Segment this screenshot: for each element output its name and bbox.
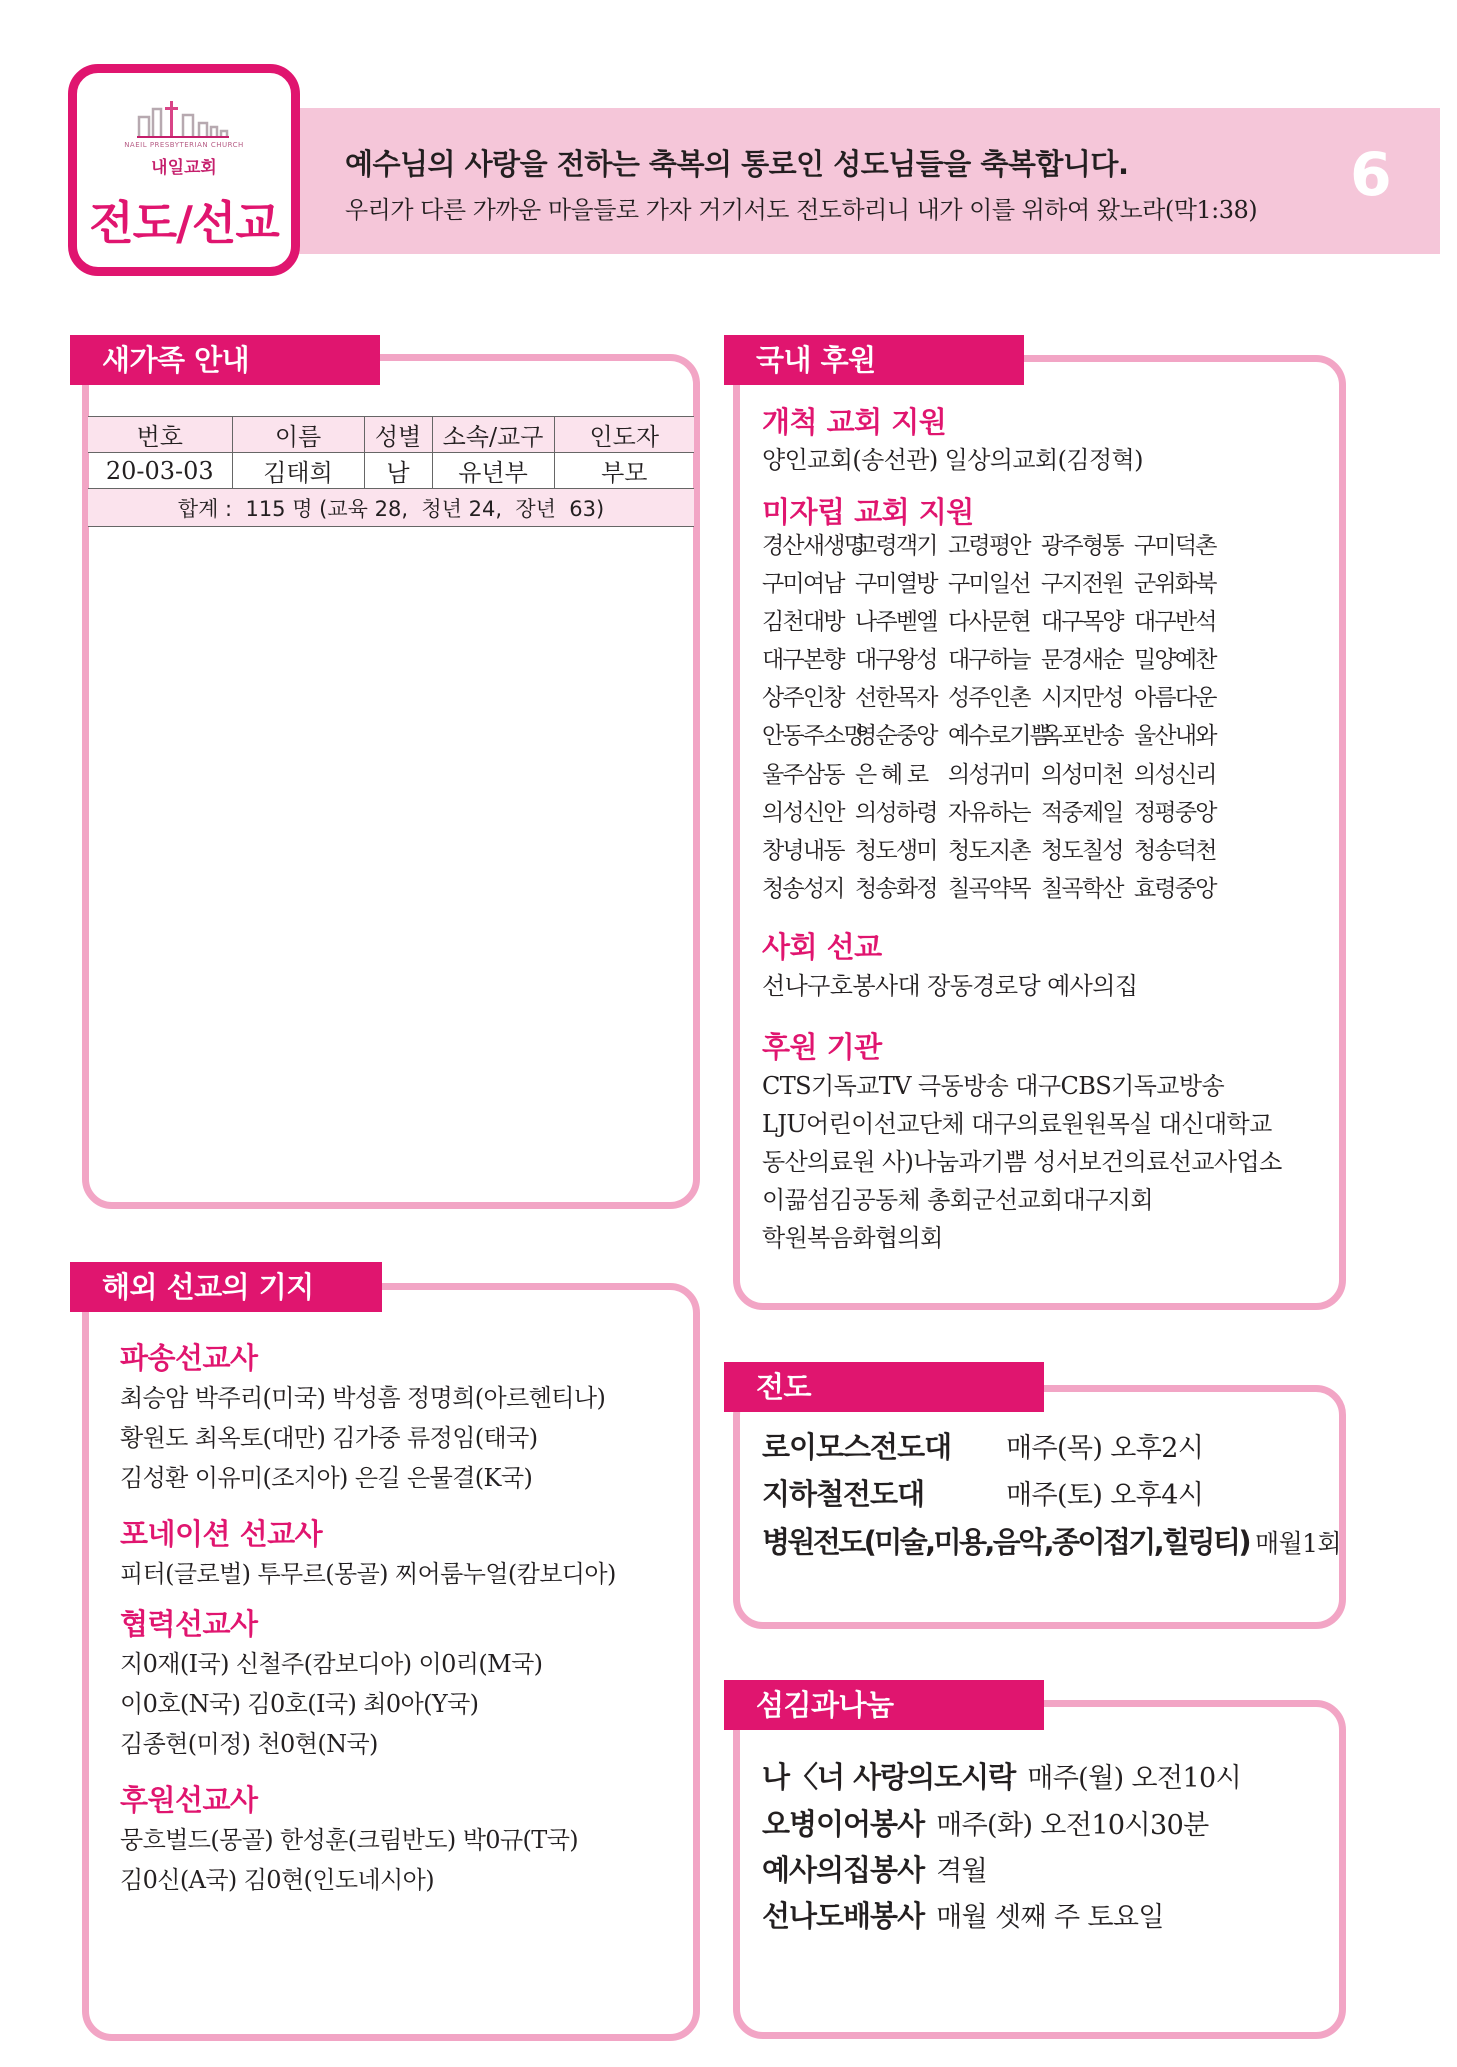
overseas-tab: 해외 선교의 기지: [70, 1262, 382, 1312]
section-title: 전도/선교: [89, 196, 279, 250]
church-name: 성주인촌: [948, 685, 1030, 712]
evangelism-item: [762, 1472, 1203, 1513]
cell-name: 김태희: [232, 453, 364, 489]
service-name: 오병이어봉사: [762, 1807, 925, 1841]
support-orgs-line: 이끎섬김공동체 총회군선교회대구지회: [762, 1186, 1153, 1214]
church-row: [762, 870, 1322, 908]
evangelism-name: 지하철전도대: [762, 1477, 925, 1511]
church-name: 효령중앙: [1134, 875, 1216, 902]
domestic-support-tab: 국내 후원: [724, 335, 1024, 385]
header-verse: 우리가 다른 가까운 마을들로 가자 거기서도 전도하리니 내가 이를 위하여 왔노라(막1:38): [345, 196, 1258, 224]
church-name: 청송성지: [762, 875, 844, 902]
church-row: [762, 641, 1322, 679]
partner-missionaries-line: 지0재(I국) 신철주(캄보디아) 이0리(M국): [120, 1650, 543, 1678]
evangelism-time: 매주(토) 오후4시: [1006, 1480, 1204, 1511]
church-name: 청송덕천: [1134, 837, 1216, 864]
table-row: [88, 453, 694, 489]
service-time: 매월 셋째 주 토요일: [936, 1902, 1164, 1933]
evangelism-name: 로이모스전도대: [762, 1430, 952, 1464]
church-name: 적중제일: [1041, 799, 1123, 826]
church-name: 고령평안: [948, 533, 1030, 559]
service-time: 매주(월) 오전10시: [1027, 1763, 1242, 1794]
logo-name: 내일교회: [151, 158, 217, 178]
evangelism-item: [762, 1520, 1341, 1561]
service-item: [762, 1802, 1209, 1843]
church-name: 대구본향: [762, 647, 844, 674]
column-header: 성별: [364, 417, 432, 453]
church-row: [762, 794, 1322, 832]
support-orgs-heading: 후원 기관: [762, 1030, 882, 1064]
evangelism-time: 매월1회: [1255, 1529, 1341, 1558]
partner-missionaries-line: 이0호(N국) 김0호(I국) 최0아(Y국): [120, 1690, 479, 1718]
service-tab: 섬김과나눔: [724, 1680, 1044, 1730]
cell-gender: 남: [364, 453, 432, 489]
church-row: [762, 527, 1322, 565]
fornation-missionaries-heading: 포네이션 선교사: [120, 1517, 323, 1551]
cell-number: 20-03-03: [88, 453, 232, 489]
cell-department: 유년부: [432, 453, 554, 489]
church-row: [762, 756, 1322, 794]
church-name: 의성귀미: [948, 761, 1030, 788]
new-family-table: [88, 416, 694, 527]
church-name: 군위화북: [1134, 571, 1216, 598]
church-row: [762, 603, 1322, 641]
column-header: 번호: [88, 417, 232, 453]
church-name: 김천대방: [762, 609, 844, 636]
church-name: 구미여남: [762, 571, 844, 598]
church-name: 선한목자: [855, 685, 937, 712]
column-header: 인도자: [554, 417, 694, 453]
church-name: 구미덕촌: [1134, 533, 1216, 559]
church-name: 대구하늘: [948, 647, 1030, 674]
supported-missionaries-heading: 후원선교사: [120, 1783, 258, 1817]
cell-guide: 부모: [554, 453, 694, 489]
church-name: 다사문현: [948, 609, 1030, 636]
church-row: [762, 717, 1322, 755]
pioneer-church-heading: 개척 교회 지원: [762, 405, 947, 439]
church-name: 칠곡약목: [948, 875, 1030, 902]
church-row: [762, 565, 1322, 603]
church-name: 안동주소망: [762, 723, 865, 750]
church-name: 시지만성: [1041, 685, 1123, 712]
church-name: 옥포반송: [1041, 723, 1123, 750]
church-name: 대구목양: [1041, 609, 1123, 636]
total-row: [88, 489, 694, 527]
service-time: 매주(화) 오전10시30분: [936, 1810, 1209, 1841]
evangelism-time: 매주(목) 오후2시: [1006, 1433, 1204, 1464]
church-name: 구미열방: [855, 571, 937, 598]
church-name: 창녕내동: [762, 837, 844, 864]
church-name: 나주벧엘: [855, 609, 937, 636]
header-blessing: 예수님의 사랑을 전하는 축복의 통로인 성도님들을 축복합니다.: [345, 147, 1129, 181]
support-orgs-line: 학원복음화협의회: [762, 1224, 943, 1252]
church-name: 의성신안: [762, 799, 844, 826]
sent-missionaries-line: 김성환 이유미(조지아) 은길 은물결(K국): [120, 1464, 533, 1492]
fornation-missionaries-line: 피터(글로벌) 투무르(몽골) 찌어룸누얼(캄보디아): [120, 1560, 616, 1588]
church-name: 정평중앙: [1134, 799, 1216, 826]
church-name: 칠곡학산: [1041, 875, 1123, 902]
evangelism-tab: 전도: [724, 1362, 1044, 1412]
partner-missionaries-heading: 협력선교사: [120, 1607, 258, 1641]
church-name: 고령객기: [855, 533, 937, 559]
church-name: 문경새순: [1041, 647, 1123, 674]
logo-subtitle: NAEIL PRESBYTERIAN CHURCH: [124, 141, 244, 149]
church-name: 영순중앙: [855, 723, 937, 750]
church-grid: [762, 527, 1322, 908]
church-name: 청도생미: [855, 837, 937, 864]
new-family-tab: 새가족 안내: [70, 335, 380, 385]
service-name: 예사의집봉사: [762, 1853, 925, 1887]
service-item: [762, 1755, 1241, 1796]
church-name: 구미일선: [948, 571, 1030, 598]
social-mission-heading: 사회 선교: [762, 930, 882, 964]
church-name: 은 혜 로: [855, 761, 928, 788]
sent-missionaries-line: 황원도 최옥토(대만) 김가중 류정임(태국): [120, 1424, 538, 1452]
social-mission-text: 선나구호봉사대 장동경로당 예사의집: [762, 972, 1138, 1000]
evangelism-item: [762, 1425, 1203, 1466]
church-name: 대구반석: [1134, 609, 1216, 636]
church-name: 상주인창: [762, 685, 844, 712]
total-text: 합계 : 115 명 (교육 28, 청년 24, 장년 63): [88, 489, 694, 527]
partner-missionaries-line: 김종현(미정) 천0현(N국): [120, 1730, 378, 1758]
support-orgs-line: 동산의료원 사)나눔과기쁨 성서보건의료선교사업소: [762, 1148, 1282, 1176]
church-name: 청도칠성: [1041, 837, 1123, 864]
sent-missionaries-heading: 파송선교사: [120, 1341, 258, 1375]
church-name: 의성하령: [855, 799, 937, 826]
church-name: 울산내와: [1134, 723, 1216, 750]
church-name: 경산새생명: [762, 533, 865, 559]
service-item: [762, 1848, 987, 1889]
pioneer-church-text: 양인교회(송선관) 일상의교회(김정혁): [762, 446, 1143, 474]
church-name: 의성미천: [1041, 761, 1123, 788]
church-name: 자유하는: [948, 799, 1030, 826]
church-name: 예수로기쁨: [948, 723, 1051, 750]
church-name: 광주형통: [1041, 533, 1123, 559]
service-item: [762, 1894, 1164, 1935]
church-name: 울주삼동: [762, 761, 844, 788]
service-name: 선나도배봉사: [762, 1899, 925, 1933]
page-number: 6: [1350, 140, 1392, 210]
logo-badge: [68, 64, 300, 276]
church-row: [762, 832, 1322, 870]
table-header-row: [88, 417, 694, 453]
sent-missionaries-line: 최승암 박주리(미국) 박성흠 정명희(아르헨티나): [120, 1384, 606, 1412]
supported-missionaries-line: 뭉흐벌드(몽골) 한성훈(크림반도) 박0규(T국): [120, 1826, 579, 1854]
church-name: 의성신리: [1134, 761, 1216, 788]
service-time: 격월: [936, 1856, 988, 1887]
support-orgs-line: LJU어린이선교단체 대구의료원원목실 대신대학교: [762, 1110, 1272, 1138]
column-header: 이름: [232, 417, 364, 453]
church-name: 대구왕성: [855, 647, 937, 674]
service-name: 나〈너 사랑의도시락: [762, 1760, 1016, 1794]
church-name: 청도지촌: [948, 837, 1030, 864]
column-header: 소속/교구: [432, 417, 554, 453]
church-name: 청송화정: [855, 875, 937, 902]
church-row: [762, 679, 1322, 717]
church-name: 밀양예찬: [1134, 647, 1216, 674]
supported-missionaries-line: 김0신(A국) 김0현(인도네시아): [120, 1866, 434, 1894]
support-orgs-line: CTS기독교TV 극동방송 대구CBS기독교방송: [762, 1072, 1225, 1100]
evangelism-name: 병원전도(미술,미용,음악,종이접기,힐링티): [762, 1525, 1250, 1559]
church-name: 아름다운: [1134, 685, 1216, 712]
unestablished-church-heading: 미자립 교회 지원: [762, 495, 974, 529]
church-skyline-icon: [137, 101, 229, 139]
church-name: 구지전원: [1041, 571, 1123, 598]
